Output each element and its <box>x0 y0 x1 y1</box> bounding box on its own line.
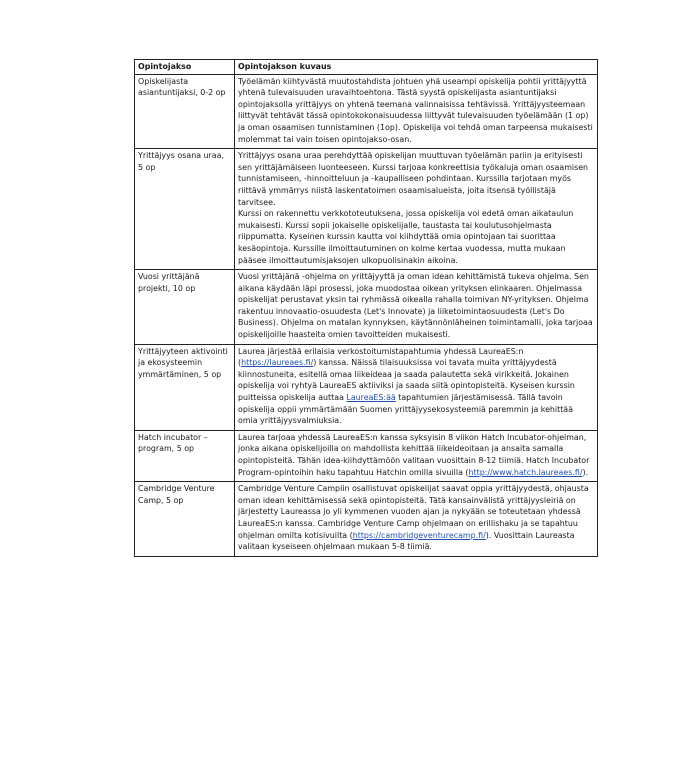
table-row <box>135 482 598 557</box>
course-name-cell: Cambridge Venture Camp, 5 op <box>135 482 235 557</box>
table-row <box>135 430 598 481</box>
description-text: Yrittäjyys osana uraa perehdyttää opiskelijan muuttuvan työelämän pariin ja erityisesti sen yrittäjämäiseen luonteeseen. Kurssi tarjoaa konkreettisia työkaluja oman osaamisen tunnistamiseen, -hinnoitteluun ja -kaupalliseen pohdintaan. Kurssilla tarjotaan myös riittävä ymmärrys niistä laskentatoimen osaamisalueista, joita itsensä työllistäjä tarvitsee. Kurssi on rakennettu verkkototeutuksena, jossa opiskelija voi edetä oman aikataulun mukaisesti. Kurssi sopii jokaiselle opiskelijalle, taustasta tai koulutusohjelmasta riippumatta. Kyseinen kurssin kautta voi kiihdyttää omia opintojaan tai suorittaa kesäopintoja. Kurssille ilmoittautuminen on kolme kertaa vuodessa, mutta mukaan pääsee ilmoittautumisjaksojen ulkopuolisinakin aikoina. <box>238 151 589 265</box>
description-link[interactable]: LaureaES:ää <box>346 393 396 403</box>
description-text: Laurea järjestää erilaisia verkostoitumistapahtumia yhdessä LaureaES:n ( <box>238 346 526 368</box>
description-text: ) kanssa. Näissä tilaisuuksissa voi tavata muita yrittäjyydestä kiinnostuneita, esitellä omaa liikeideaa ja saada palautetta sekä virikkeitä. Jokainen opiskelija voi ryhtyä LaureaES aktiiviksi ja saada siitä opintopisteitä. Kyseisen kurssin puitteissa opiskelija auttaa <box>238 358 578 403</box>
course-name-cell: Yrittäjyyteen aktivointi ja ekosysteemin ymmärtäminen, 5 op <box>135 344 235 430</box>
description-text: ). Vuosittain Laureasta valitaan kyseiseen ohjelmaan mukaan 5-8 tiimiä. <box>238 530 578 552</box>
description-text: Cambridge Venture Campiin osallistuvat opiskelijat saavat oppia yrittäjyydestä, ohjausta oman idean kehittämisessä sekä opintopisteitä. Tätä kansainvälistä yrittäjyysleiriä on järjestetty Laureassa jo yli kymmenen vuoden ajan ja nykyään se toteutetaan yhdessä LaureaES:n kanssa. Cambridge Venture Camp ohjelmaan on erillishaku ja se tapahtuu ohjelman omilta kotisivuilta ( <box>238 484 592 540</box>
header-description: Opintojakson kuvaus <box>235 60 598 75</box>
description-link[interactable]: http://www.hatch.laureaes.fi/ <box>468 467 583 477</box>
course-name-cell: Hatch incubator – program, 5 op <box>135 430 235 481</box>
description-text: Vuosi yrittäjänä -ohjelma on yrittäjyyttä ja oman idean kehittämistä tukeva ohjelma. Sen aikana käydään läpi prosessi, joka muodostaa oikean yrityksen elinkaaren. Ohjelmassa opiskelijat perustavat yksin tai ryhmässä oikealla rahalla toimivan NY-yrityksen. Ohjelma rakentuu innovaatio-osuudesta (Let's Innovate) ja liiketoimintaosuudesta (Let's Do Business). Ohjelma on matalan kynnyksen, käytännönläheinen toimintamalli, joka tarjoaa opiskelijoille haasteita omien tavoitteiden mukaisesti. <box>238 272 596 340</box>
course-description-cell <box>235 270 598 345</box>
description-text: Laurea tarjoaa yhdessä LaureaES:n kanssa syksyisin 8 viikon Hatch Incubator-ohjelman, jonka aikana opiskelijoilla on mahdollista kehittää liikeideoitaan ja ansaita samalla opintopisteitä. Tähän idea-kiihdyttämöön valitaan vuosittain 8-12 tiimiä. Hatch Incubator Program-opintoihin haku tapahtuu Hatchin omilla sivuilla ( <box>238 432 592 477</box>
course-description-cell <box>235 344 598 430</box>
description-text: Työelämän kiihtyvästä muutostahdista johtuen yhä useampi opiskelija pohtii yrittäjyyttä yhtenä tulevaisuuden uravaihtoehtona. Tästä syystä opiskelijasta asiantuntijaksi opintojaksolla yrittäjyys on yhtenä teemana valinnaisissa tehtävissä. Yrittäjyysteemaan liittyvät tehtävät tässä opintokokonaisuudessa liittyvät tulevaisuuden työelämään (1 op) ja oman osaamisen tunnistaminen (1op). Opiskelija voi tehdä oman tarpeensa mukaisesti molemmat tai vain toisen opintojakso-osan. <box>238 76 596 144</box>
course-name-cell: Vuosi yrittäjänä projekti, 10 op <box>135 270 235 345</box>
course-description-cell <box>235 74 598 149</box>
description-link[interactable]: https://laureaes.fi/ <box>241 358 314 368</box>
table-row <box>135 344 598 430</box>
table-header-row <box>135 60 598 75</box>
course-description-cell <box>235 430 598 481</box>
course-name-cell: Yrittäjyys osana uraa, 5 op <box>135 149 235 270</box>
course-name-cell: Opiskelijasta asiantuntijaksi, 0-2 op <box>135 74 235 149</box>
table-body <box>135 74 598 556</box>
table-row <box>135 74 598 149</box>
table-row <box>135 149 598 270</box>
description-text: tapahtumien järjestämisessä. Tällä tavoin opiskelija oppii ymmärtämään Suomen yrittäjyysekosysteemiä paremmin ja kehittää omia yrittäjyysvalmiuksia. <box>238 393 576 426</box>
course-description-cell <box>235 482 598 557</box>
header-course: Opintojakso <box>135 60 235 75</box>
course-table <box>134 59 598 557</box>
description-text: ). <box>582 467 589 477</box>
description-link[interactable]: https://cambridgeventurecamp.fi/ <box>352 530 486 540</box>
table-row <box>135 270 598 345</box>
course-description-cell <box>235 149 598 270</box>
